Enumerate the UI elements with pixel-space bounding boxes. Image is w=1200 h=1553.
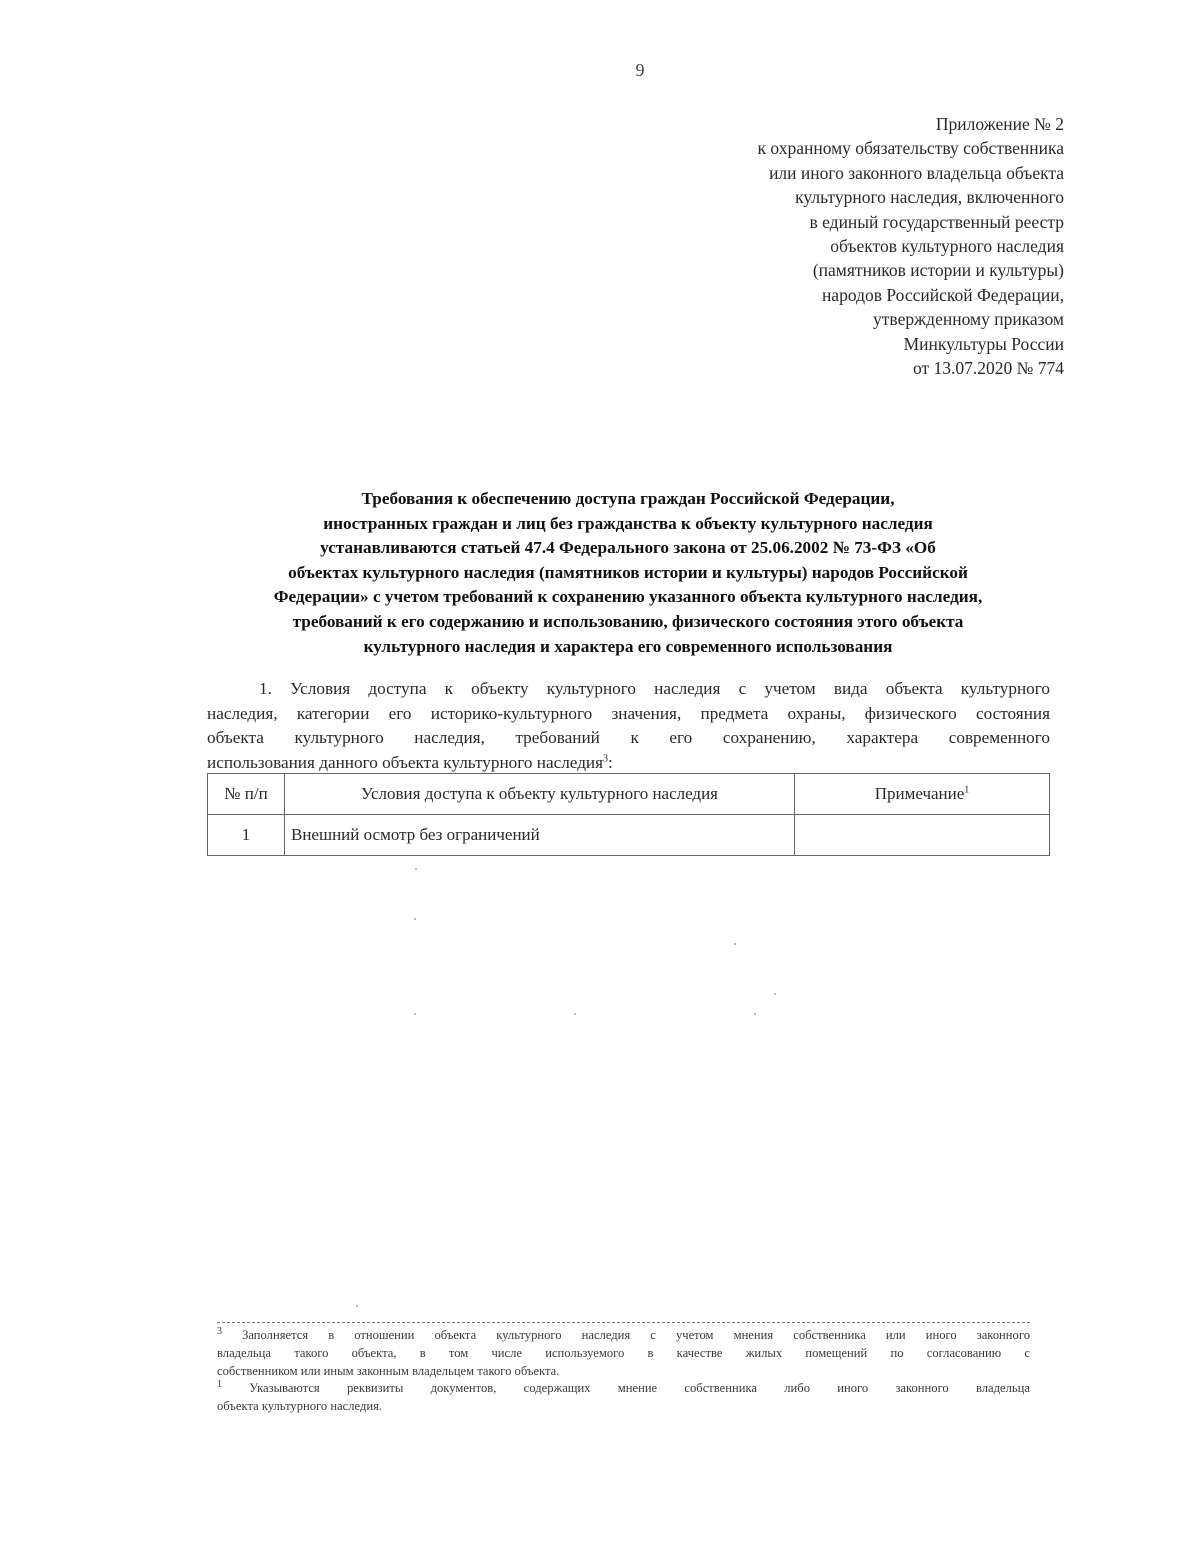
appendix-line: культурного наследия, включенного (795, 187, 1064, 208)
appendix-line: от 13.07.2020 № 774 (913, 358, 1064, 379)
scan-speck (415, 868, 417, 870)
appendix-line: объектов культурного наследия (830, 236, 1064, 257)
appendix-line: к охранному обязательству собственника (757, 138, 1064, 159)
header-conditions: Условия доступа к объекту культурного наследия (285, 774, 795, 815)
scan-speck (734, 943, 736, 945)
row-conditions: Внешний осмотр без ограничений (285, 815, 795, 856)
scan-speck (414, 918, 416, 920)
row-note (795, 815, 1050, 856)
appendix-line: в единый государственный реестр (809, 211, 1064, 232)
header-num: № п/п (208, 774, 285, 815)
scan-speck (356, 1305, 358, 1307)
title-line: объектах культурного наследия (памятников истории и культуры) народов Российской (288, 562, 968, 582)
paragraph-tail: : (608, 752, 613, 772)
appendix-line: или иного законного владельца объекта (769, 162, 1064, 183)
document-title (205, 487, 1051, 659)
title-line: иностранных граждан и лиц без гражданства к объекту культурного наследия (323, 513, 933, 533)
paragraph-line: объекта культурного наследия, требований к его сохранению, характера современного (207, 728, 1050, 748)
title-line: требований к его содержанию и использованию, физического состояния этого объекта (292, 611, 964, 631)
appendix-line: утвержденному приказом (873, 309, 1064, 330)
page-number: 9 (635, 60, 645, 80)
footnote-ref-1: 1 (964, 784, 970, 796)
appendix-line: народов Российской Федерации, (821, 284, 1064, 305)
footnote-1-marker: 1 (217, 1379, 222, 1391)
header-note: Примечание (874, 784, 965, 803)
scan-speck (774, 993, 776, 995)
title-line: Федерации» с учетом требований к сохранению указанного объекта культурного наследия, (273, 587, 983, 607)
footnote-line: Заполняется в отношении объекта культурного наследия с учетом мнения собственника или иного законного (242, 1328, 1030, 1342)
footnote-1-line-1 (217, 1380, 1030, 1398)
appendix-line: Приложение № 2 (935, 114, 1064, 134)
table-header-row (208, 774, 1050, 815)
paragraph-line: использования данного объекта культурного наследия (207, 752, 604, 772)
appendix-line: (памятников истории и культуры) (812, 260, 1064, 281)
paragraph-line: наследия, категории его историко-культурного значения, предмета охраны, физического состояния (207, 703, 1050, 723)
scan-speck (414, 1013, 416, 1015)
footnote-line: объекта культурного наследия. (217, 1399, 383, 1414)
footnote-line: Указываются реквизиты документов, содержащих мнение собственника либо иного законного владельца (249, 1381, 1030, 1396)
scan-speck (574, 1013, 576, 1015)
footnote-3-line-1 (217, 1327, 1030, 1345)
table-row (208, 815, 1050, 856)
access-conditions-table (207, 773, 1050, 856)
footnote-separator (217, 1322, 1030, 1323)
title-line: Требования к обеспечению доступа граждан Российской Федерации, (361, 489, 895, 508)
footnote-3-marker: 3 (217, 1325, 222, 1337)
paragraph-line: 1. Условия доступа к объекту культурного наследия с учетом вида объекта культурного (259, 679, 1050, 698)
appendix-header (644, 112, 1064, 380)
title-line: культурного наследия и характера его современного использования (363, 636, 893, 656)
title-line: устанавливаются статьей 47.4 Федерального закона от 25.06.2002 № 73-ФЗ «Об (320, 538, 936, 558)
footnote-line: владельца такого объекта, в том числе используемого в качестве жилых помещений по согласованию с (217, 1345, 1030, 1360)
footnote-line: собственником или иным законным владельцем такого объекта. (217, 1363, 560, 1378)
footnotes (217, 1327, 1030, 1416)
row-num: 1 (208, 815, 285, 856)
scan-speck (754, 1013, 756, 1015)
appendix-line: Минкультуры России (903, 333, 1064, 354)
footnote-ref-3: 3 (603, 753, 609, 765)
paragraph-last-line (207, 751, 1050, 776)
header-note-cell (795, 774, 1050, 815)
section-1-paragraph (207, 677, 1050, 775)
